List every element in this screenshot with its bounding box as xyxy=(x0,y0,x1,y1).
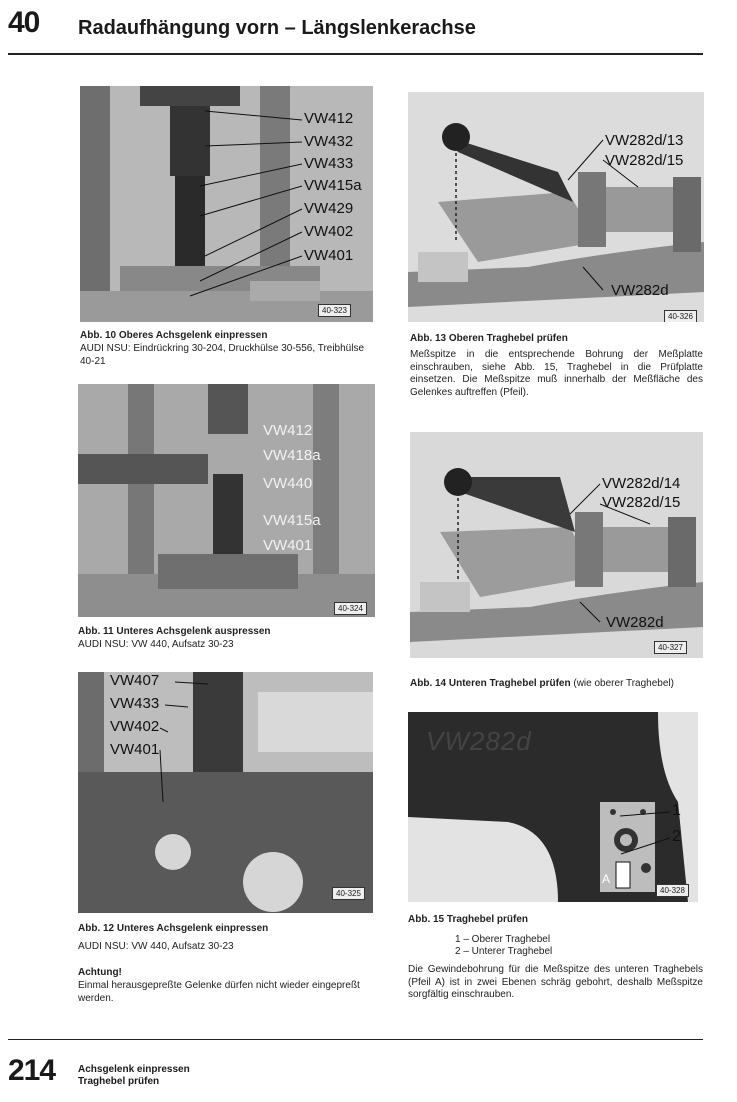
warning-text: Einmal herausgepreßte Gelenke dürfen nicht wieder eingepreßt werden. xyxy=(78,980,360,1004)
label-vw401: VW401 xyxy=(110,741,160,758)
section-number: 40 xyxy=(8,6,40,39)
figure-15-caption xyxy=(408,913,703,926)
label-vw401: VW401 xyxy=(263,537,313,554)
label-vw415a: VW415a xyxy=(304,177,362,194)
figure-13-caption-text: Meßspitze in die entsprechende Bohrung der Meßplatte einschrauben, siehe Abb. 15, Traghebel in die Prüfplatte einsetzen. Die Meßspitze muß innerhalb der Meßfläche des Gelenkes auftreffen (Pfeil). xyxy=(410,349,703,398)
image-number: 40-327 xyxy=(654,641,687,654)
figure-11-photo xyxy=(78,384,375,617)
figure-13-photo xyxy=(408,92,704,322)
label-1: 1 xyxy=(672,802,681,819)
caption-title: Abb. 11 Unteres Achsgelenk auspressen xyxy=(78,626,271,637)
caption-text: AUDI NSU: Eindrückring 30-204, Druckhülse 30-556, Treibhülse 40-21 xyxy=(80,343,365,367)
label-vw282d-15: VW282d/15 xyxy=(605,152,684,169)
label-vw412: VW412 xyxy=(304,110,354,127)
legend-item-2: 2 – Unterer Traghebel xyxy=(455,946,553,957)
caption-text: AUDI NSU: VW 440, Aufsatz 30-23 xyxy=(78,639,234,650)
figure-14-caption xyxy=(410,677,703,690)
label-2: 2 xyxy=(672,828,681,845)
label-vw282d-15: VW282d/15 xyxy=(602,494,681,511)
image-number: 40-326 xyxy=(664,310,697,322)
figure-15-legend xyxy=(455,934,705,958)
figure-14-photo xyxy=(410,432,703,658)
warning-note xyxy=(78,966,373,1005)
caption-title: Abb. 12 Unteres Achsgelenk einpressen xyxy=(78,923,269,934)
label-a: A xyxy=(602,872,611,886)
label-vw407: VW407 xyxy=(110,672,160,689)
figure-15-body: Die Gewindebohrung für die Meßspitze des unteren Traghebels (Pfeil A) ist in zwei Ebenen schräg gebohrt, deshalb Meßspitze sorgfältig einschrauben. xyxy=(408,964,703,1000)
label-vw433: VW433 xyxy=(110,695,160,712)
figure-12-caption xyxy=(78,922,378,953)
label-vw282d: VW282d xyxy=(606,614,664,631)
caption-suffix: (wie oberer Traghebel) xyxy=(573,678,674,689)
label-vw282d-13: VW282d/13 xyxy=(605,132,684,149)
label-vw433: VW433 xyxy=(304,155,354,172)
figure-15-photo xyxy=(408,712,698,902)
footer-rule xyxy=(8,1039,703,1040)
footer-topic-1: Achsgelenk einpressen xyxy=(78,1064,190,1075)
figure-13-caption-title: Abb. 13 Oberen Traghebel prüfen xyxy=(410,333,568,344)
footer-topic-2: Traghebel prüfen xyxy=(78,1076,160,1087)
figure-11-caption xyxy=(78,625,378,651)
caption-title: Abb. 10 Oberes Achsgelenk einpressen xyxy=(80,330,268,341)
page-number: 214 xyxy=(8,1054,56,1087)
image-number: 40-328 xyxy=(656,884,689,897)
label-vw402: VW402 xyxy=(110,718,160,735)
plate-stamp: VW282d xyxy=(426,726,532,756)
warning-title: Achtung! xyxy=(78,967,122,978)
label-vw401: VW401 xyxy=(304,247,354,264)
label-vw432: VW432 xyxy=(304,133,354,150)
figure-12-photo xyxy=(78,672,373,913)
label-vw402: VW402 xyxy=(304,223,354,240)
legend-item-1: 1 – Oberer Traghebel xyxy=(455,934,551,945)
image-number: 40-324 xyxy=(334,602,367,615)
label-vw440: VW440 xyxy=(263,475,313,492)
header-rule xyxy=(8,53,703,55)
caption-text: AUDI NSU: VW 440, Aufsatz 30-23 xyxy=(78,941,234,952)
caption-title: Abb. 15 Traghebel prüfen xyxy=(408,914,529,925)
figure-10-caption xyxy=(80,329,375,368)
label-vw418a: VW418a xyxy=(263,447,321,464)
page-title: Radaufhängung vorn – Längslenkerachse xyxy=(78,17,476,39)
label-vw415a: VW415a xyxy=(263,512,321,529)
label-vw282d: VW282d xyxy=(611,282,669,299)
label-vw429: VW429 xyxy=(304,200,354,217)
label-vw282d-14: VW282d/14 xyxy=(602,475,681,492)
caption-title: Abb. 14 Unteren Traghebel prüfen xyxy=(410,678,571,689)
figure-10-photo xyxy=(80,86,373,322)
image-number: 40-325 xyxy=(332,887,365,900)
image-number: 40-323 xyxy=(318,304,351,317)
label-vw412: VW412 xyxy=(263,422,313,439)
